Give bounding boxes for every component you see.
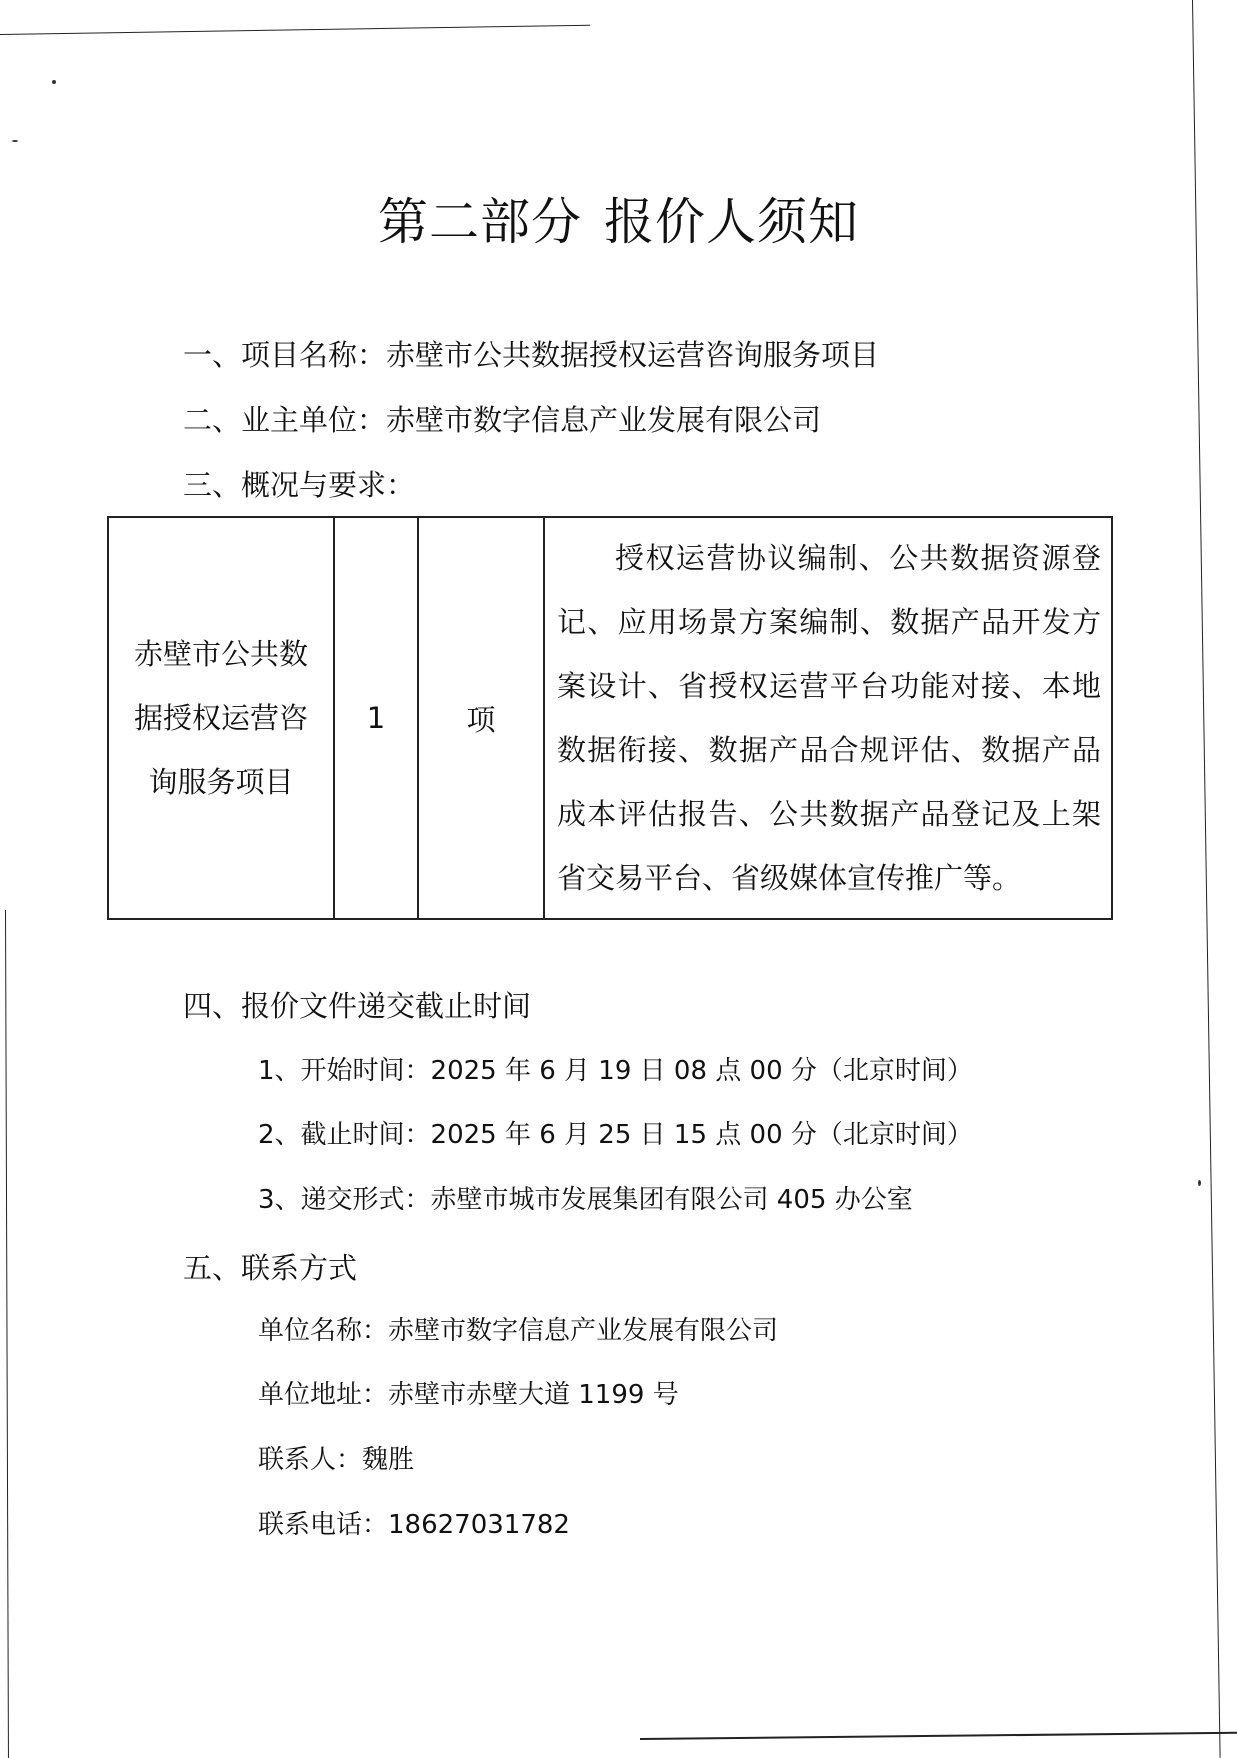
- title-part-1: 第二部分: [378, 193, 582, 251]
- section-overview: [183, 465, 415, 505]
- title-part-2: 报价人须知: [604, 193, 859, 251]
- scan-speck: [52, 80, 56, 84]
- scan-edge-left: [5, 910, 9, 1758]
- start-time: 1、开始时间：2025 年 6 月 19 日 08 点 00 分（北京时间）: [258, 1056, 973, 1086]
- section-project-name: [183, 335, 879, 375]
- contact-unit-address: 单位地址：赤壁市赤壁大道 1199 号: [258, 1380, 679, 1410]
- scan-edge-right: [1192, 0, 1221, 1758]
- section-3-label: 三、概况与要求：: [183, 468, 416, 502]
- submission-form: 3、递交形式：赤壁市城市发展集团有限公司 405 办公室: [258, 1185, 913, 1215]
- page-title: [0, 182, 1237, 254]
- quantity-cell: 1: [334, 517, 418, 919]
- contact-person: 联系人：魏胜: [258, 1445, 415, 1475]
- section-5-label: 五、联系方式: [183, 1251, 358, 1285]
- unit-cell: 项: [418, 517, 544, 919]
- section-4-label: 四、报价文件递交截止时间: [183, 989, 532, 1023]
- scan-edge-bottom: [640, 1732, 1237, 1740]
- scan-edge-top: [0, 25, 590, 35]
- section-1-value: 赤壁市公共数据授权运营咨询服务项目: [386, 338, 880, 372]
- contact-unit-name: 单位名称：赤壁市数字信息产业发展有限公司: [258, 1316, 779, 1346]
- contact-phone: 联系电话：18627031782: [258, 1510, 570, 1540]
- section-2-value: 赤壁市数字信息产业发展有限公司: [386, 403, 822, 437]
- section-1-label: 一、项目名称：: [183, 338, 387, 372]
- section-owner-unit: [183, 400, 821, 440]
- project-name-cell: 赤壁市公共数据授权运营咨询服务项目: [108, 517, 334, 919]
- section-contact: [183, 1248, 357, 1288]
- section-deadline: [183, 986, 531, 1026]
- table-row: [108, 517, 1112, 919]
- section-2-label: 二、业主单位：: [183, 403, 387, 437]
- scan-speck: [12, 140, 18, 142]
- requirements-table: [107, 516, 1113, 920]
- scan-speck: [1198, 1180, 1201, 1186]
- description-cell: 授权运营协议编制、公共数据资源登记、应用场景方案编制、数据产品开发方案设计、省授权运营平台功能对接、本地数据衔接、数据产品合规评估、数据产品成本评估报告、公共数据产品登记及上架省交易平台、省级媒体宣传推广等。: [544, 517, 1112, 919]
- end-time: 2、截止时间：2025 年 6 月 25 日 15 点 00 分（北京时间）: [258, 1120, 973, 1150]
